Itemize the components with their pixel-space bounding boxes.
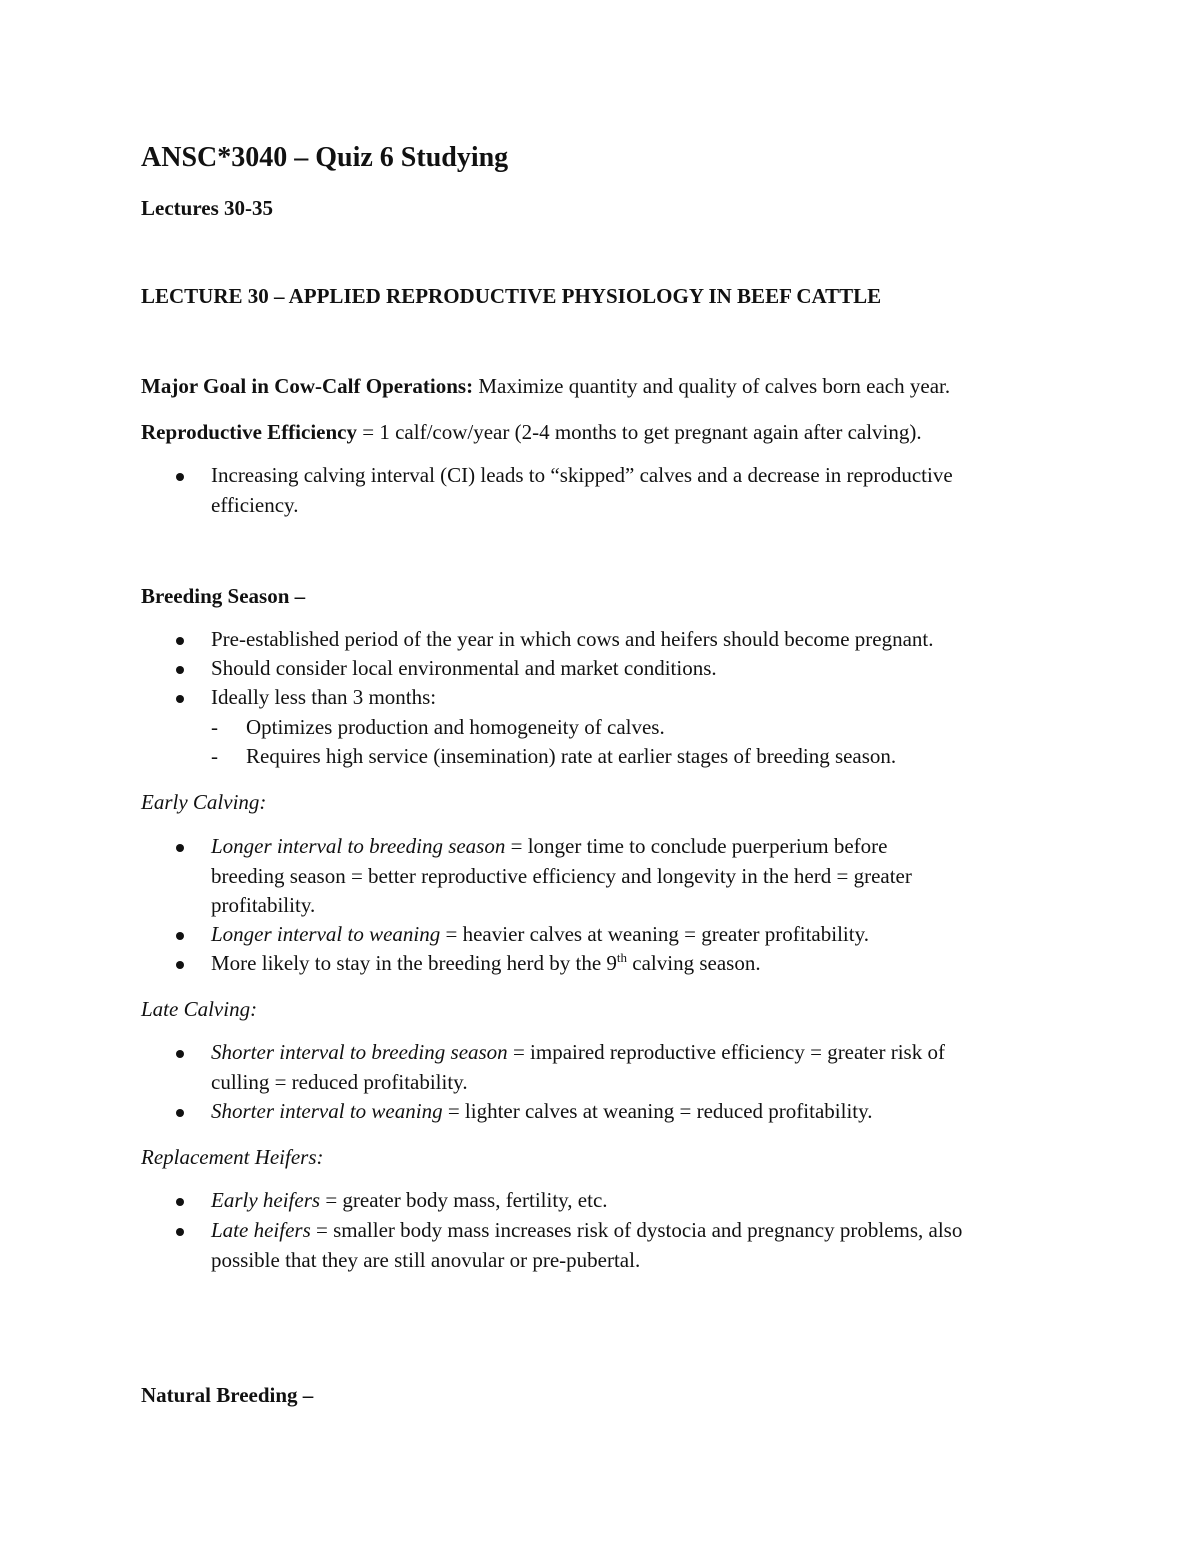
early-calving-heading: Early Calving: [141, 790, 267, 814]
early-calving-b1-rest: = longer time to conclude puerperium before [505, 834, 888, 858]
early-calving-b3-sup: th [616, 950, 628, 965]
bullet-icon [176, 473, 184, 481]
early-calving-b3-pre: More likely to stay in the breeding herd by the 9 [211, 951, 617, 975]
natural-breeding-heading: Natural Breeding – [141, 1383, 314, 1407]
late-calving-bullet-2 [211, 1099, 873, 1124]
replacement-heifers-bullet-2 [211, 1218, 962, 1243]
early-calving-bullet-1-line-3: profitability. [211, 893, 316, 917]
late-calving-b1-rest: = impaired reproductive efficiency = greater risk of [507, 1040, 945, 1064]
bullet-icon [176, 1050, 184, 1058]
repro-efficiency-text: = 1 calf/cow/year (2-4 months to get pregnant again after calving). [357, 420, 922, 444]
breeding-bullet-1: Pre-established period of the year in which cows and heifers should become pregnant. [211, 627, 934, 651]
breeding-bullet-3: Ideally less than 3 months: [211, 685, 437, 709]
late-calving-b2-italic: Shorter interval to weaning [211, 1099, 443, 1123]
breeding-sub-item-2: Requires high service (insemination) rate at earlier stages of breeding season. [246, 744, 897, 768]
late-calving-bullet-1 [211, 1040, 945, 1065]
replacement-heifers-bullet-2-line-2: possible that they are still anovular or pre-pubertal. [211, 1248, 641, 1272]
bullet-icon [176, 1228, 184, 1236]
early-calving-b3-post: calving season. [627, 951, 761, 975]
dash-marker: - [211, 744, 218, 768]
replacement-heifers-b1-italic: Early heifers [211, 1188, 321, 1212]
dash-marker: - [211, 715, 218, 739]
repro-bullet-line-1: Increasing calving interval (CI) leads to “skipped” calves and a decrease in reproductive [211, 463, 953, 487]
major-goal-label: Major Goal in Cow-Calf Operations: [141, 374, 474, 398]
replacement-heifers-b1-rest: = greater body mass, fertility, etc. [320, 1188, 608, 1212]
early-calving-b1-italic: Longer interval to breeding season [211, 834, 506, 858]
lecture-30-heading: LECTURE 30 – APPLIED REPRODUCTIVE PHYSIOLOGY IN BEEF CATTLE [141, 284, 882, 308]
late-calving-b1-italic: Shorter interval to breeding season [211, 1040, 508, 1064]
early-calving-b2-rest: = heavier calves at weaning = greater profitability. [440, 922, 869, 946]
replacement-heifers-b2-italic: Late heifers [211, 1218, 311, 1242]
bullet-icon [176, 932, 184, 940]
repro-bullet-line-2: efficiency. [211, 493, 299, 517]
early-calving-bullet-3 [211, 951, 761, 976]
bullet-icon [176, 961, 184, 969]
major-goal-text: Maximize quantity and quality of calves born each year. [473, 374, 951, 398]
major-goal-paragraph [141, 374, 950, 399]
early-calving-bullet-1-line-2: breeding season = better reproductive efficiency and longevity in the herd = greater [211, 864, 912, 888]
bullet-icon [176, 666, 184, 674]
late-calving-bullet-1-line-2: culling = reduced profitability. [211, 1070, 468, 1094]
bullet-icon [176, 637, 184, 645]
late-calving-heading: Late Calving: [141, 997, 258, 1021]
breeding-sub-item-1: Optimizes production and homogeneity of calves. [246, 715, 665, 739]
early-calving-bullet-1 [211, 834, 887, 859]
replacement-heifers-b2-rest: = smaller body mass increases risk of dystocia and pregnancy problems, also [310, 1218, 963, 1242]
late-calving-b2-rest: = lighter calves at weaning = reduced profitability. [442, 1099, 873, 1123]
early-calving-bullet-2 [211, 922, 869, 947]
replacement-heifers-heading: Replacement Heifers: [141, 1145, 324, 1169]
repro-efficiency-paragraph [141, 420, 922, 445]
replacement-heifers-bullet-1 [211, 1188, 608, 1213]
document-title: ANSC*3040 – Quiz 6 Studying [141, 142, 509, 173]
bullet-icon [176, 1109, 184, 1117]
bullet-icon [176, 695, 184, 703]
bullet-icon [176, 1198, 184, 1206]
breeding-bullet-2: Should consider local environmental and market conditions. [211, 656, 717, 680]
repro-efficiency-label: Reproductive Efficiency [141, 420, 357, 444]
bullet-icon [176, 844, 184, 852]
breeding-season-heading: Breeding Season – [141, 584, 306, 608]
lectures-range: Lectures 30-35 [141, 196, 273, 220]
early-calving-b2-italic: Longer interval to weaning [211, 922, 441, 946]
